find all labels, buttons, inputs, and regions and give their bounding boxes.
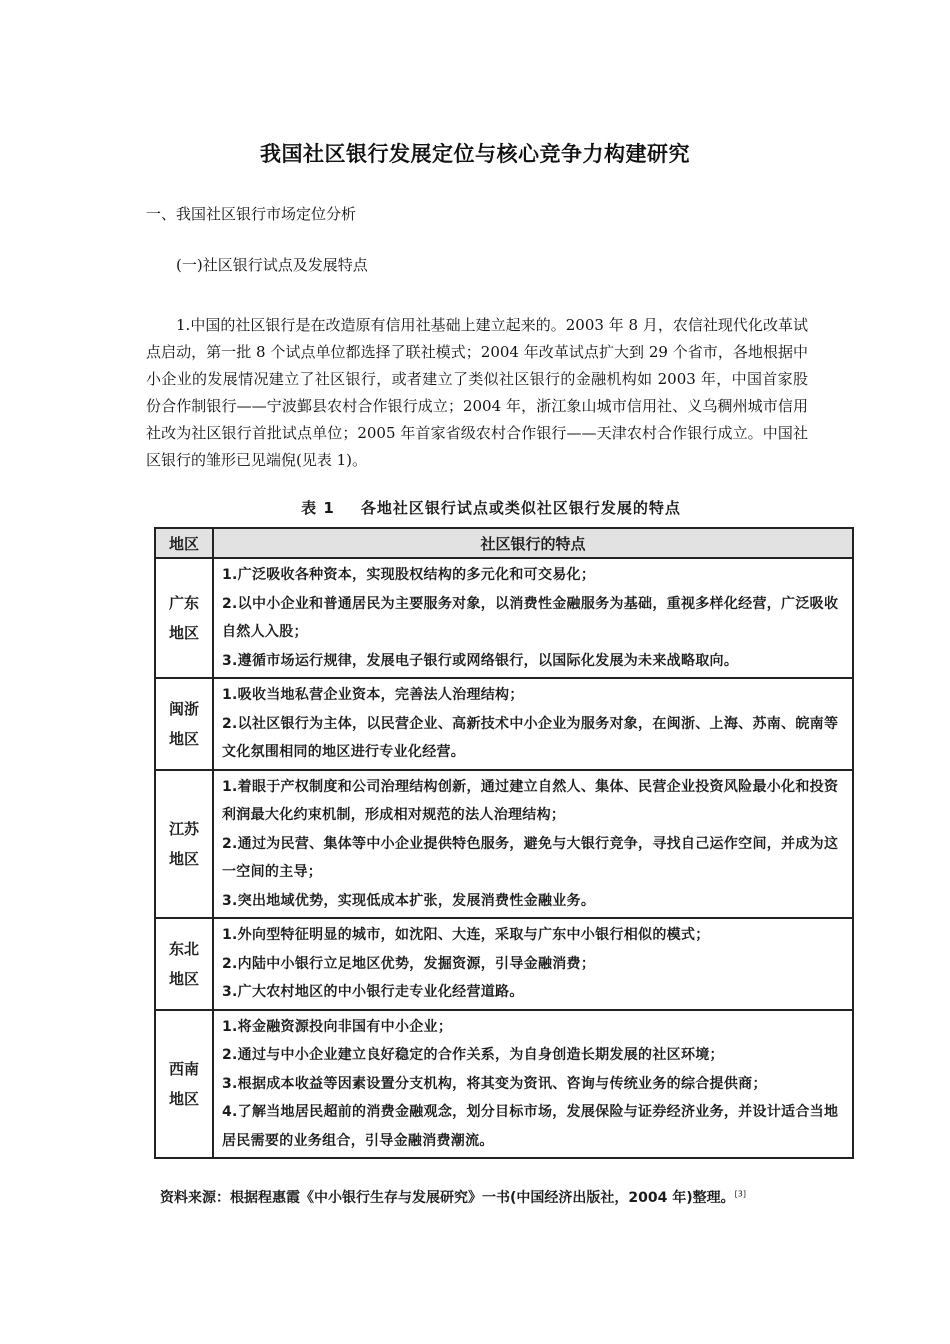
region-suffix: 地区 <box>168 969 199 988</box>
scanned-table-figure <box>154 497 854 1217</box>
table-source-note <box>160 1187 860 1207</box>
features-cell <box>213 1010 853 1159</box>
table-row <box>155 558 853 678</box>
table-row <box>155 678 853 770</box>
features-cell <box>213 558 853 678</box>
feature-item: 1.着眼于产权制度和公司治理结构创新，通过建立自然人、集体、民营企业投资风险最小化和投资利润最大化约束机制，形成相对规范的法人治理结构； <box>222 778 839 823</box>
region-cell <box>155 1010 213 1159</box>
table-header-row <box>155 528 853 558</box>
region-name: 江苏 <box>168 819 199 838</box>
region-suffix: 地区 <box>168 1089 199 1108</box>
region-suffix: 地区 <box>168 849 199 868</box>
feature-item: 2.通过与中小企业建立良好稳定的合作关系，为自身创造长期发展的社区环境； <box>222 1047 724 1063</box>
table-row <box>155 918 853 1010</box>
region-cell <box>155 918 213 1010</box>
header-region: 地区 <box>155 528 213 558</box>
section-heading: 一、我国社区银行市场定位分析 <box>146 205 357 223</box>
feature-item: 2.内陆中小银行立足地区优势，发掘资源，引导金融消费； <box>222 955 596 972</box>
feature-item: 4.了解当地居民超前的消费金融观念，划分目标市场，发展保险与证券经济业务，并设计适合当地居民需要的业务组合，引导金融消费潮流。 <box>222 1104 839 1149</box>
feature-item: 1.外向型特征明显的城市，如沈阳、大连，采取与广东中小银行相似的模式； <box>222 927 710 943</box>
features-table <box>154 527 854 1159</box>
table-row <box>155 1010 853 1159</box>
features-cell <box>213 678 853 770</box>
feature-item: 2.以社区银行为主体，以民营企业、高新技术中小企业为服务对象，在闽浙、上海、苏南、皖南等文化氛围相同的地区进行专业化经营。 <box>222 715 839 760</box>
feature-item: 2.通过为民营、集体等中小企业提供特色服务，避免与大银行竞争，寻找自己运作空间，并成为这一空间的主导； <box>222 835 839 880</box>
feature-item: 3.根据成本收益等因素设置分支机构，将其变为资讯、咨询与传统业务的综合提供商； <box>222 1075 767 1092</box>
region-cell <box>155 678 213 770</box>
feature-item: 3.广大农村地区的中小银行走专业化经营道路。 <box>222 984 524 1000</box>
table-caption-label: 表 1 <box>301 499 335 517</box>
features-cell <box>213 770 853 919</box>
region-suffix: 地区 <box>168 624 199 642</box>
table-caption-text: 各地社区银行试点或类似社区银行发展的特点 <box>360 499 681 517</box>
region-name: 东北 <box>168 939 199 958</box>
table-caption <box>154 497 854 518</box>
document-title: 我国社区银行发展定位与核心竞争力构建研究 <box>260 142 690 166</box>
region-cell <box>155 558 213 678</box>
feature-item: 1.将金融资源投向非国有中小企业； <box>222 1018 453 1035</box>
feature-item: 3.遵循市场运行规律，发展电子银行或网络银行，以国际化发展为未来战略取向。 <box>222 652 739 669</box>
region-cell <box>155 770 213 919</box>
feature-item: 1.吸收当地私营企业资本，完善法人治理结构； <box>222 687 524 703</box>
feature-item: 2.以中小企业和普通居民为主要服务对象，以消费性金融服务为基础，重视多样化经营，广泛吸收自然人入股； <box>222 595 839 640</box>
region-name: 闽浙 <box>168 699 199 718</box>
feature-item: 1.广泛吸收各种资本，实现股权结构的多元化和可交易化； <box>222 567 596 583</box>
source-reference: [3] <box>734 1189 746 1199</box>
table-row <box>155 770 853 919</box>
region-suffix: 地区 <box>168 729 199 748</box>
source-text: 资料来源：根据程惠霞《中小银行生存与发展研究》一书(中国经济出版社，2004 年)整理。 <box>160 1190 735 1206</box>
body-paragraph: 1.中国的社区银行是在改造原有信用社基础上建立起来的。2003 年 8 月，农信社现代化改革试点启动，第一批 8 个试点单位都选择了联社模式；2004 年改革试点扩大到 29 个省市，各地根据中小企业的发展情况建立了社区银行，或者建立了类似社区银行的金融机构如 2003 年，中国首家股份合作制银行——宁波鄞县农村合作银行成立；2004 年，浙江象山城市信用社、义乌稠州城市信用社改为社区银行首批试点单位；2005 年首家省级农村合作银行——天津农村合作银行成立。中国社区银行的雏形已见端倪(见表 1)。 <box>146 316 808 469</box>
subsection-heading: (一)社区银行试点及发展特点 <box>176 256 368 274</box>
features-cell <box>213 918 853 1010</box>
region-name: 广东 <box>168 594 199 612</box>
region-name: 西南 <box>168 1059 199 1078</box>
feature-item: 3.突出地域优势，实现低成本扩张，发展消费性金融业务。 <box>222 892 596 909</box>
header-features: 社区银行的特点 <box>213 528 853 558</box>
